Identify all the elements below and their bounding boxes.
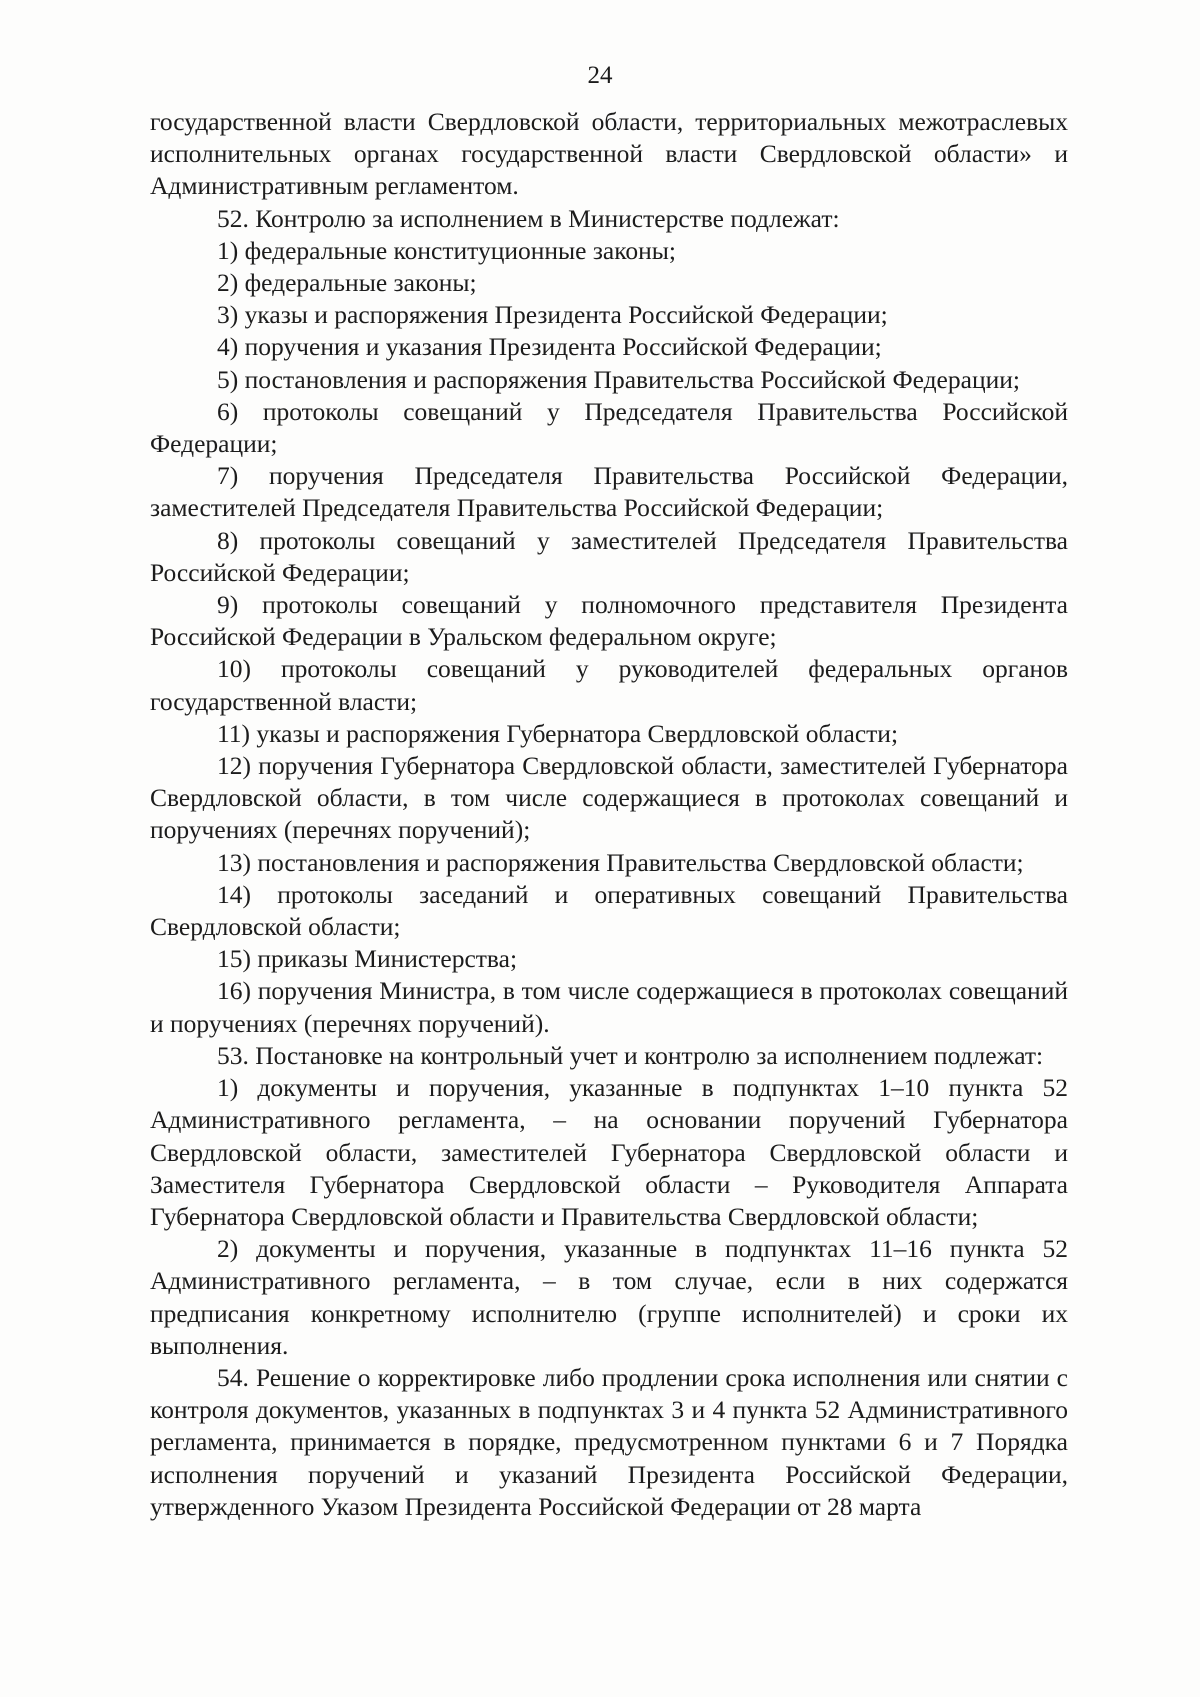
paragraph: 7) поручения Председателя Правительства Российской Федерации, заместителей Председателя Правительства Российской Федерации; [150, 461, 1068, 523]
paragraph: 1) федеральные конституционные законы; [217, 235, 676, 265]
paragraph: государственной власти Свердловской области, территориальных межотраслевых исполнительных органах государственной власти Свердловской области» и Административным регламентом. [150, 107, 1068, 201]
paragraph: 16) поручения Министра, в том числе содержащиеся в протоколах совещаний и поручениях (перечнях поручений). [150, 976, 1068, 1038]
paragraph: 2) документы и поручения, указанные в подпунктах 11–16 пункта 52 Административного регламента, – в том случае, если в них содержатся предписания конкретному исполнителю (группе исполнителей) и сроки их выполнения. [150, 1234, 1068, 1360]
paragraph: 10) протоколы совещаний у руководителей федеральных органов государственной власти; [150, 654, 1068, 716]
paragraph: 15) приказы Министерства; [217, 944, 518, 974]
paragraph: 6) протоколы совещаний у Председателя Правительства Российской Федерации; [150, 396, 1068, 459]
paragraph: 5) постановления и распоряжения Правительства Российской Федерации; [217, 364, 1020, 394]
paragraph: 2) федеральные законы; [217, 268, 477, 298]
paragraph: 53. Постановке на контрольный учет и контролю за исполнением подлежат: [217, 1040, 1044, 1070]
paragraph: 9) протоколы совещаний у полномочного представителя Президента Российской Федерации в Уральском федеральном округе; [150, 590, 1068, 652]
paragraph: 11) указы и распоряжения Губернатора Свердловской области; [217, 718, 899, 748]
paragraph: 14) протоколы заседаний и оперативных совещаний Правительства Свердловской области; [150, 879, 1068, 942]
paragraph: 54. Решение о корректировке либо продлении срока исполнения или снятии с контроля документов, указанных в подпунктах 3 и 4 пункта 52 Административного регламента, принимается в порядке, предусмотренном пунктами 6 и 7 Порядка исполнения поручений и указаний Президента Российской Федерации, утвержденного Указом Президента Российской Федерации от 28 марта [150, 1362, 1068, 1521]
paragraph: 8) протоколы совещаний у заместителей Председателя Правительства Российской Федерации; [150, 525, 1068, 587]
paragraph: 13) постановления и распоряжения Правительства Свердловской области; [217, 847, 1024, 877]
document-body [150, 106, 1068, 1523]
paragraph: 3) указы и распоряжения Президента Российской Федерации; [217, 300, 888, 330]
paragraph: 12) поручения Губернатора Свердловской области, заместителей Губернатора Свердловской области, в том числе содержащиеся в протоколах совещаний и поручениях (перечнях поручений); [150, 751, 1068, 845]
page-number: 24 [587, 62, 613, 89]
paragraph: 4) поручения и указания Президента Российской Федерации; [217, 332, 882, 362]
paragraph: 52. Контролю за исполнением в Министерстве подлежат: [217, 203, 840, 233]
paragraph: 1) документы и поручения, указанные в подпунктах 1–10 пункта 52 Административного регламента, – на основании поручений Губернатора Свердловской области, заместителей Губернатора Свердловской области и Заместителя Губернатора Свердловской области – Руководителя Аппарата Губернатора Свердловской области и Правительства Свердловской области; [150, 1073, 1068, 1231]
